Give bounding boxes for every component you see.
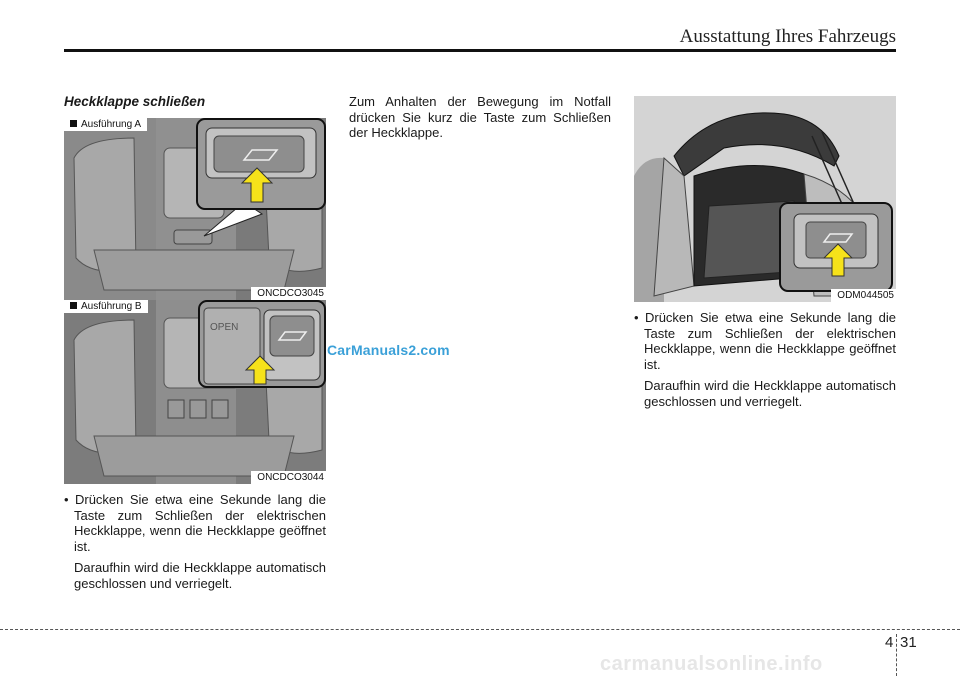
figure-code: ONCDCO3044 [251, 471, 326, 484]
header-rule [64, 49, 896, 52]
footer-dash-line [0, 629, 960, 630]
page-chapter: 4 [885, 634, 894, 651]
overhead-console-illustration-b [64, 300, 326, 484]
open-button-text: OPEN [210, 322, 239, 333]
middle-text: Zum Anhalten der Bewegung im Notfall drücken Sie kurz die Taste zum Schließen der Heckklappe. [349, 94, 611, 140]
page-number: 31 [900, 634, 917, 651]
follow-paragraph: Daraufhin wird die Heckklappe automatisch geschlossen und verriegelt. [74, 560, 326, 591]
square-icon [70, 120, 77, 127]
watermark: CarManuals2.com [327, 342, 450, 358]
section-heading: Heckklappe schließen [64, 94, 206, 109]
bullet-text: Drücken Sie etwa eine Sekunde lang die Taste zum Schließen der elektrischen Heckklappe, wenn die Heckklappe geöffnet ist. [74, 492, 326, 554]
variant-label-text: Ausführung B [81, 301, 142, 312]
header-title: Ausstattung Ihres Fahrzeugs [679, 26, 896, 47]
figure-tailgate [634, 96, 896, 302]
figure-code: ONCDCO3045 [251, 287, 326, 300]
figure-code: ODM044505 [831, 289, 896, 302]
left-text-block [64, 492, 326, 591]
footer-site: carmanualsonline.info [600, 653, 823, 675]
square-icon [70, 302, 77, 309]
right-text-block [634, 310, 896, 409]
page-separator [896, 634, 897, 676]
overhead-console-illustration-a [64, 118, 326, 300]
bullet-paragraph: • Drücken Sie etwa eine Sekunde lang die Taste zum Schließen der elektrischen Heckklappe, wenn die Heckklappe geöffnet ist. [64, 492, 326, 554]
tailgate-illustration [634, 96, 896, 302]
variant-label [64, 300, 148, 313]
figure-variant-a [64, 118, 326, 300]
follow-paragraph: Daraufhin wird die Heckklappe automatisch geschlossen und verriegelt. [644, 378, 896, 409]
bullet-paragraph: • Drücken Sie etwa eine Sekunde lang die Taste zum Schließen der elektrischen Heckklappe, wenn die Heckklappe geöffnet ist. [634, 310, 896, 372]
variant-label [64, 118, 147, 131]
bullet-text: Drücken Sie etwa eine Sekunde lang die Taste zum Schließen der elektrischen Heckklappe, wenn die Heckklappe geöffnet ist. [644, 310, 896, 372]
variant-label-text: Ausführung A [81, 119, 142, 130]
figure-variant-b [64, 300, 326, 484]
